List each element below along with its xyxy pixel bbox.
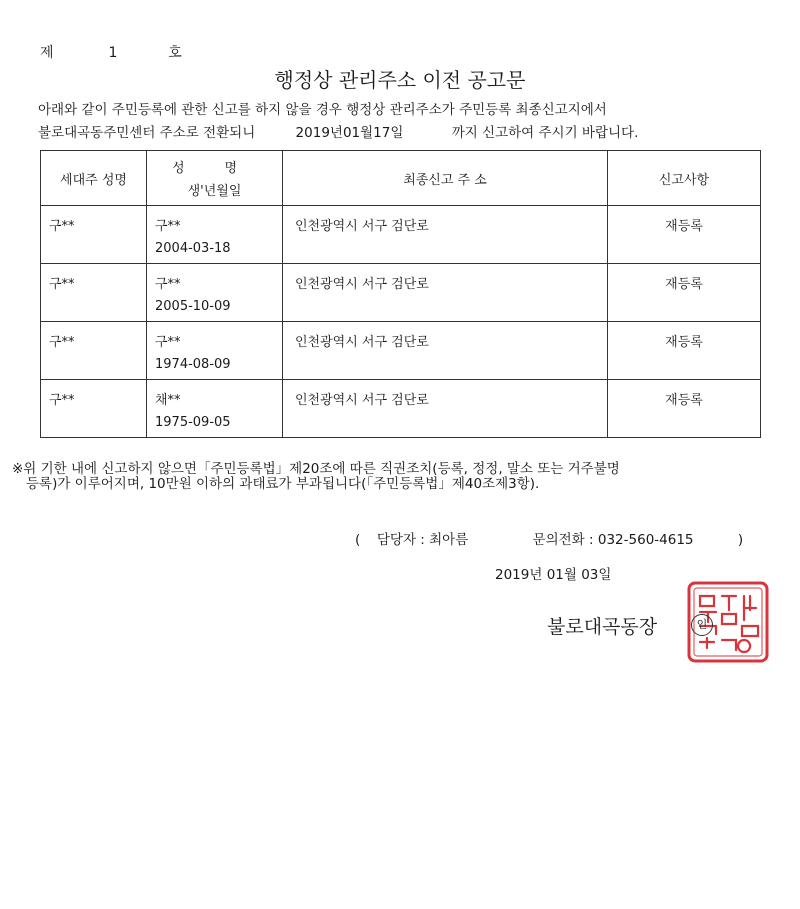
intro-line-2-post: 까지 신고하여 주시기 바랍니다. — [451, 125, 639, 141]
table-row — [41, 322, 761, 380]
name-value: 구** — [155, 335, 181, 350]
name-birth-cell — [147, 380, 282, 434]
table-row — [41, 206, 761, 264]
table-header-row — [41, 151, 761, 206]
notice-line-1: ※위 기한 내에 신고하지 않으면「주민등록법」제20조에 따른 직권조치(등록, 정정, 말소 또는 거주불명 — [12, 461, 620, 477]
notice-line-2: 등록)가 이루어지며, 10만원 이하의 과태료가 부과됩니다(「주민등록법」제40조제3항). — [26, 476, 540, 492]
document-number — [40, 42, 184, 62]
seal-mark: 인 — [691, 614, 713, 636]
name-value: 채** — [155, 393, 181, 408]
name-value: 구** — [155, 219, 181, 234]
address-cell: 인천광역시 서구 검단로 — [295, 219, 429, 234]
table-row — [41, 380, 761, 438]
report-cell: 재등록 — [665, 277, 703, 292]
birth-value: 1974-08-09 — [155, 357, 231, 372]
doc-number-prefix: 제 — [40, 45, 56, 61]
contact-open-paren: ( — [355, 532, 361, 548]
householder-cell: 구** — [49, 277, 75, 292]
page-title: 행정상 관리주소 이전 공고문 — [274, 68, 526, 92]
address-cell: 인천광역시 서구 검단로 — [295, 277, 429, 292]
doc-number-suffix: 호 — [168, 45, 184, 61]
name-birth-cell — [147, 322, 282, 376]
name-birth-cell — [147, 264, 282, 318]
header-report: 신고사항 — [608, 151, 761, 206]
intro-line-2 — [38, 121, 638, 141]
manager-label: 담당자 : 최아름 — [376, 532, 469, 548]
header-householder: 세대주 성명 — [41, 151, 147, 206]
householder-cell: 구** — [49, 393, 75, 408]
householder-cell: 구** — [49, 219, 75, 234]
phone-label: 문의전화 : — [532, 532, 594, 548]
householder-cell: 구** — [49, 335, 75, 350]
contact-info — [355, 528, 743, 548]
birth-value: 1975-09-05 — [155, 415, 231, 430]
report-cell: 재등록 — [665, 335, 703, 350]
header-address: 최종신고 주 소 — [283, 151, 608, 206]
header-name: 성명 — [171, 161, 278, 176]
birth-value: 2004-03-18 — [155, 241, 231, 256]
name-birth-cell — [147, 206, 282, 260]
header-birth: 생'년월일 — [187, 184, 242, 199]
phone-number: 032-560-4615 — [597, 532, 694, 548]
header-name-birth — [147, 151, 283, 206]
report-cell: 재등록 — [665, 219, 703, 234]
doc-number-value: 1 — [108, 45, 120, 61]
table-row — [41, 264, 761, 322]
address-cell: 인천광역시 서구 검단로 — [295, 335, 429, 350]
contact-close-paren: ) — [737, 532, 744, 548]
deadline-date: 2019년01월17일 — [295, 125, 404, 141]
report-cell: 재등록 — [665, 393, 703, 408]
intro-line-2-pre: 불로대곡동주민센터 주소로 전환되니 — [38, 125, 256, 141]
intro-line-1: 아래와 같이 주민등록에 관한 신고를 하지 않을 경우 행정상 관리주소가 주민등록 최종신고지에서 — [38, 102, 607, 118]
address-cell: 인천광역시 서구 검단로 — [295, 393, 429, 408]
office-name: 불로대곡동장 — [547, 616, 658, 638]
name-value: 구** — [155, 277, 181, 292]
issue-date: 2019년 01월 03일 — [495, 567, 612, 583]
birth-value: 2005-10-09 — [155, 299, 231, 314]
registration-table — [40, 150, 761, 438]
